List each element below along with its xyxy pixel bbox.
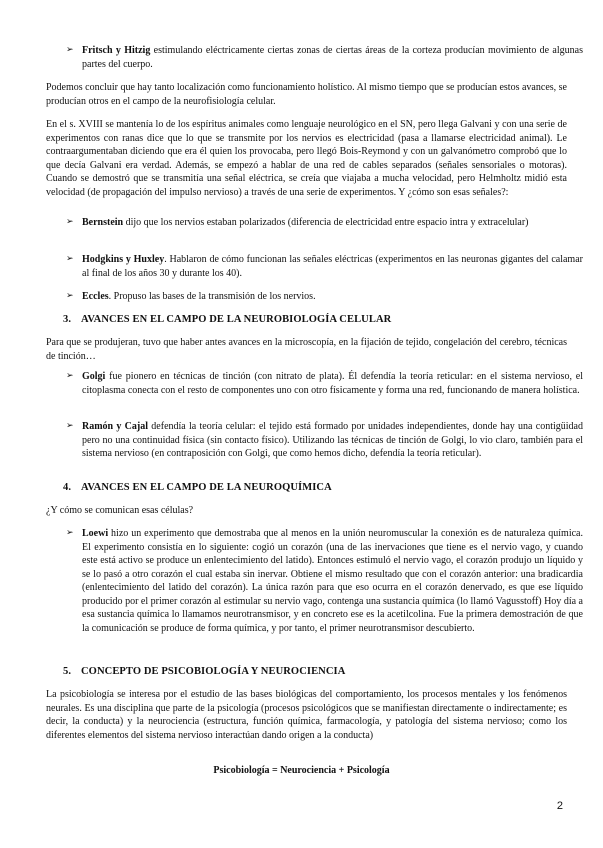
arrow-bullet-icon: ➢ — [66, 291, 74, 301]
section-title: AVANCES EN EL CAMPO DE LA NEUROQUÍMICA — [81, 482, 332, 493]
item-name: Eccles — [82, 291, 109, 302]
section-heading-3 — [63, 313, 391, 327]
item-name: Bernstein — [82, 217, 124, 228]
item-text: estimulando eléctricamente ciertas zonas de ciertas áreas de la corteza producían movimiento de algunas partes del cuerpo. — [82, 45, 583, 70]
arrow-bullet-icon: ➢ — [66, 217, 74, 227]
item-text: . Propuso las bases de la transmisión de los nervios. — [108, 291, 316, 302]
item-text: dijo que los nervios estaban polarizados (diferencia de electricidad entre espacio intra y extracelular) — [123, 217, 529, 228]
arrow-bullet-icon: ➢ — [66, 371, 74, 381]
page-number: 2 — [556, 800, 563, 812]
item-text: fue pionero en técnicas de tinción (con nitrato de plata). Él defendía la teoría reticular: en el sistema nervioso, el citoplasma conecta con el resto de componentes uno con otro físicamente y forma una red, funcionando de manera holística. — [82, 371, 583, 396]
paragraph-galvani: En el s. XVIII se mantenía lo de los espíritus animales como lenguaje neurológico en el SN, pero llega Galvani y con una serie de experimentos con ranas dice que lo que se transmite por los nervios es electricidad (pasa a llamarse electricidad animal). Le contraargumentaban diciendo que era él quien los provocaba, pero llegó Bois-Reymond y con un galvanómetro comprobó que lo que decía Galvani era verdad. Además, se empezó a hablar de una red de cables separados (señales sensoriales o motoras). Cuando se demostró que se transmitía una señal eléctrica, se creía que viajaba a mucha velocidad, pero Helmholtz midió esta velocidad (de propagación del impulso nervioso) a través de una serie de experimentos. Y ¿cómo son esas señales?: — [46, 119, 567, 198]
arrow-bullet-icon: ➢ — [66, 528, 74, 538]
section-heading-4 — [63, 481, 332, 495]
item-name: Hodgkins y Huxley — [82, 254, 165, 265]
section-number: 3. — [63, 314, 72, 325]
paragraph-microscopy: Para que se produjeran, tuvo que haber antes avances en la microscopía, en la fijación de tejido, congelación del cerebro, técnicas de tinción… — [46, 337, 567, 362]
paragraph-question: ¿Y cómo se comunican esas células? — [46, 505, 194, 516]
arrow-bullet-icon: ➢ — [66, 254, 74, 264]
paragraph-psychobiology: La psicobiología se interesa por el estudio de las bases biológicas del comportamiento, los procesos mentales y los fenómenos neurales. Es una disciplina que parte de la psicología (procesos psicológicos que se manifiestan directamente o indirectamente; es decir, la conducta) y la neurociencia (estructura, función química, farmacología, y patología del sistema nervioso; como los diferentes elementos del sistema nervioso interactúan dando origen a la conducta) — [46, 689, 567, 741]
item-text: defendía la teoría celular: el tejido está formado por unidades independientes, donde hay una contigüidad pero no una continuidad física (sin contacto físico). Utilizando las técnicas de tinción de Golgi, lo vio claro, también para el sistema nervioso (en contraposición con Golgi, que como hemos dicho, defendía la teoría reticular). — [82, 421, 583, 459]
arrow-bullet-icon: ➢ — [66, 45, 74, 55]
list-item-bernstein — [66, 216, 583, 230]
list-item-golgi — [66, 370, 583, 397]
item-name: Ramón y Cajal — [82, 421, 149, 432]
list-item-eccles — [66, 290, 583, 304]
list-item-ramon-y-cajal — [66, 420, 583, 461]
section-title: CONCEPTO DE PSICOBIOLOGÍA Y NEUROCIENCIA — [81, 666, 346, 677]
item-name: Golgi — [82, 371, 106, 382]
section-number: 5. — [63, 666, 72, 677]
list-item-hodgkins-huxley — [66, 253, 583, 280]
item-text: . Hablaron de cómo funcionan las señales eléctricas (experimentos en las neuronas gigantes del calamar al final de los años 30 y durante los 40). — [82, 254, 583, 279]
section-title: AVANCES EN EL CAMPO DE LA NEUROBIOLOGÍA CELULAR — [81, 314, 392, 325]
list-item-fritsch-hitzig — [66, 44, 583, 71]
arrow-bullet-icon: ➢ — [66, 421, 74, 431]
item-name: Loewi — [82, 528, 109, 539]
list-item-loewi — [66, 527, 583, 635]
item-text: hizo un experimento que demostraba que al menos en la unión neuromuscular la conexión es de naturaleza química. El experimento consistía en lo siguiente: cogió un corazón (una de las inervaciones que tiene es el nervio vago, y cuando este está activo se produce un enlentecimiento del latido). Entonces estimuló el nervio vago, el corazón produjo un líquido y se lo pasó a otro corazón el cual estaba sin inervar. Obtiene el mismo resultado que con el corazón anterior: una bradicardia (enlentecimiento del latido del corazón). La única razón para que eso ocurra en el corazón denervado, es que ese líquido producido por el primer corazón al estimular su nervio vago, contenga una sustancia química (lo llamó Vagusstoff) Hoy día a esa sustancia química lo llamamos neurotransmisor, y en concreto ese es la acetilcolina. Fue la primera demostración de que la comunicación se produce de forma química, y por tanto, el primer neurotransmisor descubierto. — [82, 528, 583, 634]
section-number: 4. — [63, 482, 72, 493]
section-heading-5 — [63, 665, 345, 679]
paragraph-conclusion: Podemos concluir que hay tanto localización como funcionamiento holístico. Al mismo tiempo que se producían estos avances, se producían otros en el campo de la neurofisiología celular. — [46, 82, 567, 107]
item-name: Fritsch y Hitzig — [82, 45, 151, 56]
formula: Psicobiología = Neurociencia + Psicología — [213, 765, 390, 776]
